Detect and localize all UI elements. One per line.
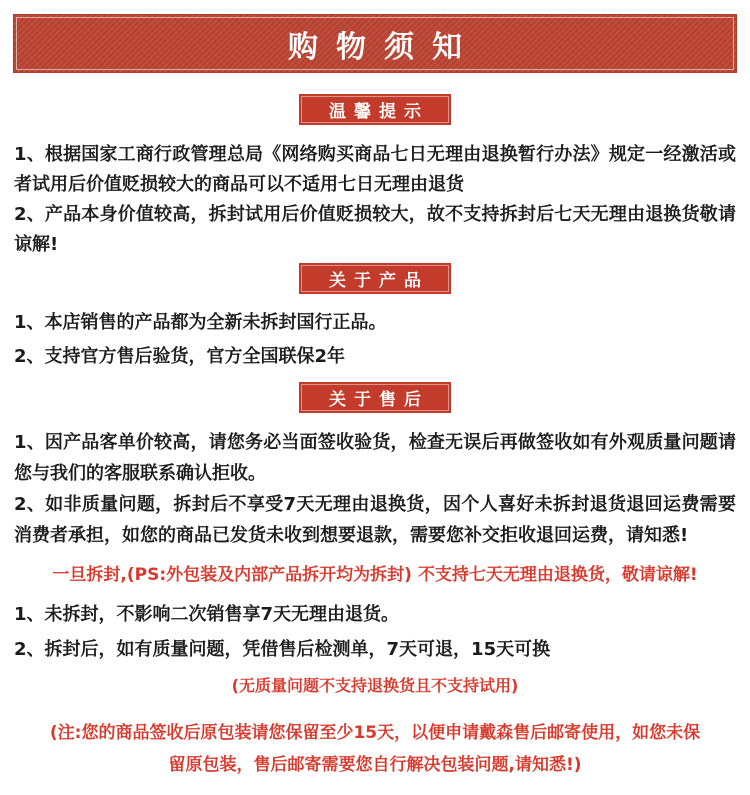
about-product-paragraph-1: 1、本店销售的产品都为全新未拆封国行正品。	[14, 312, 387, 333]
no-trial-note: (无质量问题不支持退换货且不支持试用)	[231, 676, 519, 695]
page-title-banner	[13, 14, 737, 73]
about-product-paragraph-2: 2、支持官方售后验货，官方全国联保2年	[14, 346, 346, 367]
shopping-notice-page	[0, 14, 750, 795]
after-sales-paragraph-1: 1、因产品客单价较高，请您务必当面签收验货，检查无误后再做签收如有外观质量问题请您与我们的客服联系确认拒收。	[14, 432, 736, 484]
warm-tips-paragraph-2: 2、产品本身价值较高，拆封试用后价值贬损较大，故不支持拆封后七天无理由退换货敬请谅解!	[14, 204, 736, 255]
page-title: 购物须知	[288, 29, 480, 65]
section-header-after-sales	[299, 382, 451, 413]
about-product-text	[0, 306, 750, 374]
section-header-warm-tips-label: 温馨提示	[329, 102, 429, 122]
after-sales-text	[0, 427, 750, 551]
after-sales-paragraph-2: 2、如非质量问题，拆封后不享受7天无理由退换货，因个人喜好未拆封退货退回运费需要消费者承担，如您的商品已发货未收到想要退款，需要您补交拒收退回运费，请知悉!	[14, 494, 736, 546]
section-header-about-product	[299, 263, 451, 294]
return-policy-text	[0, 597, 750, 667]
unsealed-warning-line: 一旦拆封,(PS:外包装及内部产品拆开均为拆封) 不支持七天无理由退换货，敬请谅解!	[52, 565, 698, 585]
warm-tips-text	[0, 140, 750, 260]
return-policy-paragraph-1: 1、未拆封，不影响二次销售享7天无理由退货。	[14, 604, 400, 625]
packaging-footer-note: (注:您的商品签收后原包装请您保留至少15天，以便申请戴森售后邮寄使用，如您未保留原包装，售后邮寄需要您自行解决包装问题,请知悉!)	[49, 723, 701, 775]
section-header-after-sales-label: 关于售后	[329, 390, 429, 410]
warm-tips-paragraph-1: 1、根据国家工商行政管理总局《网络购买商品七日无理由退换暂行办法》规定一经激活或者试用后价值贬损较大的商品可以不适用七日无理由退货	[14, 144, 736, 195]
section-header-warm-tips	[299, 94, 451, 125]
return-policy-paragraph-2: 2、拆封后，如有质量问题，凭借售后检测单，7天可退，15天可换	[14, 639, 551, 660]
section-header-about-product-label: 关于产品	[329, 271, 429, 291]
